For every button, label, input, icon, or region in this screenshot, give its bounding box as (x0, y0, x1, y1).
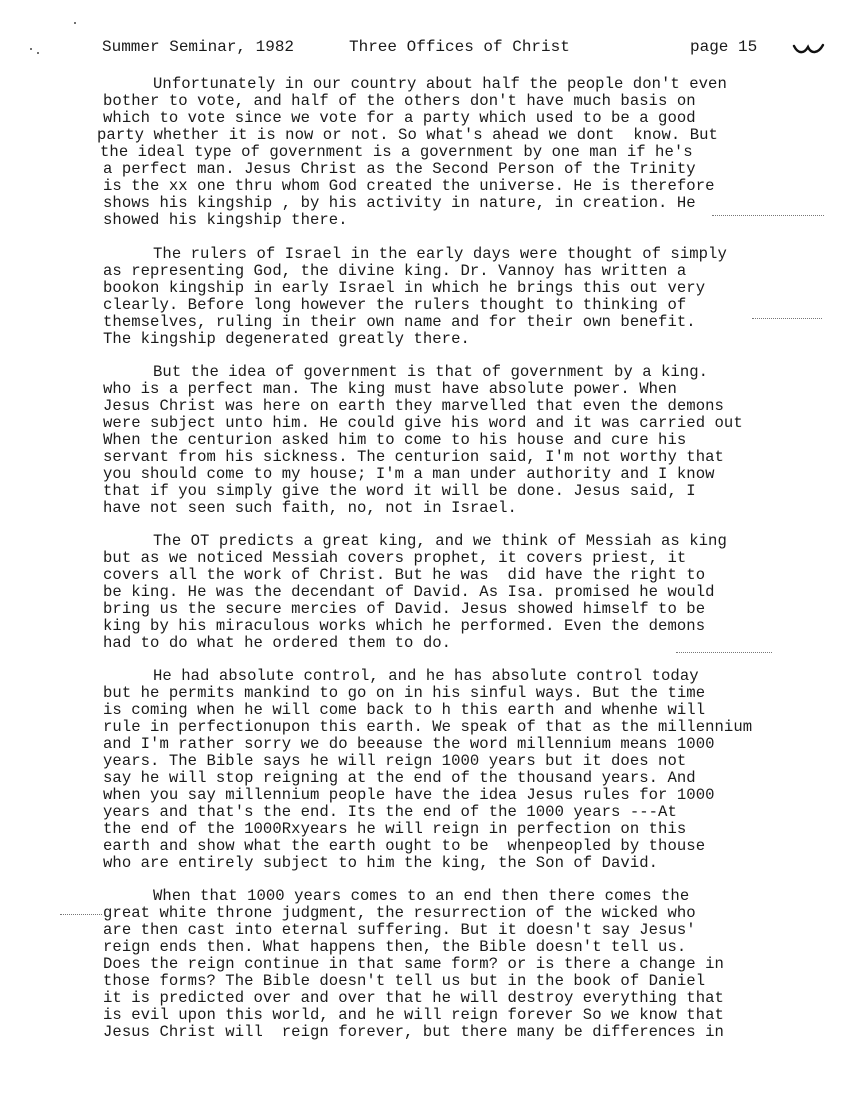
text-line: when you say millennium people have the idea Jesus rules for 1000 (103, 786, 715, 804)
text-line: it is predicted over and over that he will destroy everything that (103, 989, 724, 1007)
text-line: years and that's the end. Its the end of the 1000 years ---At (103, 803, 677, 821)
text-line: that if you simply give the word it will be done. Jesus said, I (103, 482, 696, 500)
text-line: themselves, ruling in their own name and for their own benefit. (103, 313, 696, 331)
text-line: is evil upon this world, and he will reign forever So we know that (103, 1006, 724, 1024)
text-line: were subject unto him. He could give his word and it was carried out (103, 414, 743, 432)
scan-speck (30, 48, 32, 50)
text-line: is coming when he will come back to h this earth and whenhe will (103, 701, 706, 719)
text-line: the end of the 1000Rxyears he will reign in perfection on this (103, 820, 687, 838)
text-line: The OT predicts a great king, and we think of Messiah as king (153, 532, 727, 550)
text-line: bookon kingship in early Israel in which he brings this out very (103, 279, 706, 297)
text-line: but as we noticed Messiah covers prophet, it covers priest, it (103, 549, 687, 567)
text-line: and I'm rather sorry we do beeause the word millennium means 1000 (103, 735, 715, 753)
scan-streak (752, 318, 822, 319)
text-line: you should come to my house; I'm a man under authority and I know (103, 465, 715, 483)
text-line: party whether it is now or not. So what's ahead we dont know. But (97, 126, 718, 144)
text-line: great white throne judgment, the resurrection of the wicked who (103, 904, 696, 922)
scan-streak (60, 914, 102, 915)
text-line: When that 1000 years comes to an end then there comes the (153, 887, 690, 905)
text-line: bring us the secure mercies of David. Jesus showed himself to be (103, 600, 706, 618)
text-line: He had absolute control, and he has absolute control today (153, 667, 699, 685)
text-line: as representing God, the divine king. Dr. Vannoy has written a (103, 262, 687, 280)
text-line: be king. He was the decendant of David. As Isa. promised he would (103, 583, 715, 601)
text-line: is the xx one thru whom God created the universe. He is therefore (103, 177, 715, 195)
text-line: servant from his sickness. The centurion said, I'm not worthy that (103, 448, 724, 466)
text-line: who are entirely subject to him the king, the Son of David. (103, 854, 659, 872)
text-line: those forms? The Bible doesn't tell us but in the book of Daniel (103, 972, 706, 990)
text-line: had to do what he ordered them to do. (103, 634, 452, 652)
text-line: bother to vote, and half of the others don't have much basis on (103, 92, 696, 110)
scan-streak (676, 652, 772, 653)
text-line: king by his miraculous works which he performed. Even the demons (103, 617, 706, 635)
text-line: a perfect man. Jesus Christ as the Second Person of the Trinity (103, 160, 696, 178)
text-line: When the centurion asked him to come to his house and cure his (103, 431, 687, 449)
scan-streak (712, 215, 824, 216)
text-line: Jesus Christ will reign forever, but there many be differences in (103, 1023, 724, 1041)
text-line: shows his kingship , by his activity in nature, in creation. He (103, 194, 696, 212)
header-lecture-title: Three Offices of Christ (349, 38, 570, 56)
text-line: But the idea of government is that of government by a king. (153, 363, 709, 381)
text-line: showed his kingship there. (103, 211, 348, 229)
text-line: clearly. Before long however the rulers thought to thinking of (103, 296, 687, 314)
header-page-number: page 15 (690, 38, 758, 56)
text-line: rule in perfectionupon this earth. We speak of that as the millennium (103, 718, 753, 736)
scan-speck (37, 52, 39, 54)
text-line: covers all the work of Christ. But he was did have the right to (103, 566, 706, 584)
handwritten-mark (792, 42, 826, 56)
page-header (102, 38, 802, 60)
text-line: earth and show what the earth ought to be whenpeopled by thouse (103, 837, 706, 855)
text-line: are then cast into eternal suffering. But it doesn't say Jesus' (103, 921, 696, 939)
text-line: The rulers of Israel in the early days were thought of simply (153, 245, 727, 263)
text-line: Unfortunately in our country about half the people don't even (153, 75, 727, 93)
text-line: have not seen such faith, no, not in Israel. (103, 499, 517, 517)
text-line: reign ends then. What happens then, the Bible doesn't tell us. (103, 938, 687, 956)
text-line: say he will stop reigning at the end of the thousand years. And (103, 769, 696, 787)
text-line: who is a perfect man. The king must have absolute power. When (103, 380, 677, 398)
header-seminar-title: Summer Seminar, 1982 (102, 38, 295, 56)
text-line: which to vote since we vote for a party which used to be a good (103, 109, 696, 127)
text-line: years. The Bible says he will reign 1000 years but it does not (103, 752, 687, 770)
text-line: but he permits mankind to go on in his sinful ways. But the time (103, 684, 706, 702)
text-line: Jesus Christ was here on earth they marvelled that even the demons (103, 397, 724, 415)
scan-speck (74, 22, 76, 24)
text-line: Does the reign continue in that same form? or is there a change in (103, 955, 724, 973)
text-line: the ideal type of government is a government by one man if he's (100, 143, 693, 161)
text-line: The kingship degenerated greatly there. (103, 330, 470, 348)
